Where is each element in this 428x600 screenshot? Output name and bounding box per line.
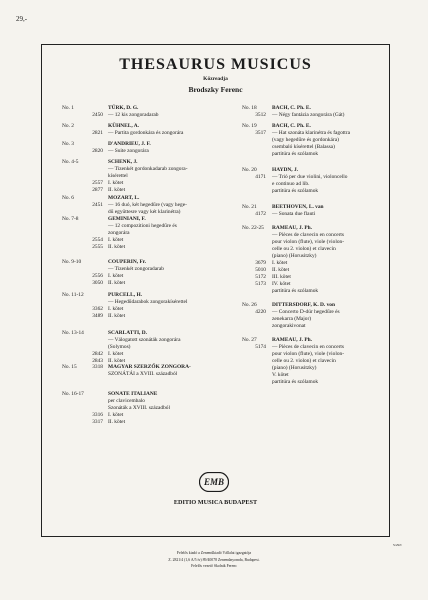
work-title: IV. kötet <box>272 281 291 287</box>
work-title: pour violon (flute), viole (violon- <box>272 239 345 245</box>
work-title: III. kötet <box>272 274 291 280</box>
catalogue-number: 3512 <box>255 112 266 118</box>
entry-number: No. 18 <box>242 105 257 111</box>
catalogue-number: 3316 <box>92 412 103 418</box>
series-title: THESAURUS MUSICUS <box>119 56 312 73</box>
catalogue-frame <box>41 44 390 537</box>
entry-line <box>62 237 222 244</box>
entry-number: No. 7-8 <box>62 216 79 222</box>
entry-number: No. 11-12 <box>62 292 84 298</box>
catalogue-number: 2451 <box>92 202 103 208</box>
entry-number: No. 15 <box>62 364 77 370</box>
catalogue-number: 2554 <box>92 237 103 243</box>
entry-line <box>62 230 222 237</box>
catalogue-number: 2450 <box>92 112 103 118</box>
catalogue-entry <box>242 204 384 218</box>
entry-line <box>242 365 384 372</box>
work-title: II. kötet <box>108 244 126 250</box>
catalogue-number: 3679 <box>255 260 266 266</box>
catalogue-entry <box>62 364 222 378</box>
entry-line <box>242 351 384 358</box>
entry-line <box>242 188 384 195</box>
entry-line <box>242 323 384 330</box>
work-title: — Hat szonáta klarinétra és fagottra <box>272 130 350 136</box>
catalogue-number: 3517 <box>255 130 266 136</box>
entry-line <box>242 358 384 365</box>
catalogue-entry <box>62 123 222 137</box>
entry-line <box>62 351 222 358</box>
entry-line <box>242 174 384 181</box>
work-title: celle ou 2. violon) et clavecin <box>272 358 336 364</box>
entry-line <box>62 273 222 280</box>
catalogue-number: 2843 <box>92 358 103 364</box>
entry-line <box>62 105 222 112</box>
work-title: zongorára <box>108 230 130 236</box>
work-title: SZONÁTÁI a XVIII. századból <box>108 371 178 377</box>
entry-line <box>242 316 384 323</box>
entry-line <box>62 412 222 419</box>
entry-line <box>62 280 222 287</box>
composer-name: MOZART, L. <box>108 195 140 201</box>
work-title: (piano) (Horusitzky) <box>272 365 317 371</box>
entry-line <box>62 159 222 166</box>
work-title: I. kötet <box>108 273 124 279</box>
work-title: partitúra és szólamok <box>272 379 319 385</box>
entry-number: No. 20 <box>242 167 257 173</box>
work-title: zenekarra (Major) <box>272 316 312 322</box>
entry-line <box>242 288 384 295</box>
composer-name: SONATE ITALIANE <box>108 391 158 397</box>
composer-name: BEETHOVEN, L. van <box>272 204 324 210</box>
entry-number: No. 19 <box>242 123 257 129</box>
work-title: — Sonata due flauti <box>272 211 316 217</box>
entry-number: No. 4-5 <box>62 159 79 165</box>
imprint-footer <box>0 550 428 570</box>
composer-name: PURCELL, H. <box>108 292 142 298</box>
catalogue-entry <box>62 105 222 119</box>
composer-name: BACH, C. Ph. E. <box>272 123 311 129</box>
entry-line <box>62 259 222 266</box>
catalogue-number: 5010 <box>255 267 266 273</box>
price-label: 29,- <box>16 15 28 23</box>
entry-line <box>62 180 222 187</box>
logo-text: EMB <box>203 477 225 488</box>
entry-line <box>242 302 384 309</box>
entry-number: No. 21 <box>242 204 257 210</box>
composer-name: D'ANDRIEU, J. F. <box>108 141 151 147</box>
entry-line <box>242 281 384 288</box>
entry-line <box>242 274 384 281</box>
entry-number: No. 9-10 <box>62 259 82 265</box>
entry-line <box>242 123 384 130</box>
work-title: II. kötet <box>108 358 126 364</box>
entry-line <box>242 372 384 379</box>
composer-name: KÜHNEL, A. <box>108 123 140 129</box>
work-title: zongorakivonat <box>272 323 306 329</box>
catalogue-entry <box>62 195 222 216</box>
entry-number: No. 16-17 <box>62 391 84 397</box>
work-title: — Pièces de clavecin en concerts <box>272 344 344 350</box>
entry-line <box>242 204 384 211</box>
entry-number: No. 6 <box>62 195 74 201</box>
work-title: — Tizenkét zongoradarab <box>108 266 164 272</box>
work-title: I. kötet <box>108 412 124 418</box>
work-title: II. kötet <box>108 419 126 425</box>
entry-line <box>242 239 384 246</box>
imprint-line: Felelős vezető Skolnik Ferenc <box>191 564 237 568</box>
work-title: — Válogatott szonáták zongorára <box>108 337 181 343</box>
editor-name: Brodszky Ferenc <box>188 85 243 94</box>
work-title: — Partita gordonkára és zongorára <box>108 130 184 136</box>
entry-line <box>242 211 384 218</box>
entry-line <box>62 166 222 173</box>
entry-number: No. 22-25 <box>242 225 264 231</box>
catalogue-entry <box>242 225 384 295</box>
catalogue-number: 3317 <box>92 419 103 425</box>
work-title: I. kötet <box>272 260 288 266</box>
catalogue-number: 3050 <box>92 280 103 286</box>
entry-line <box>62 141 222 148</box>
catalogue-entry <box>242 167 384 195</box>
entry-number: No. 2 <box>62 123 74 129</box>
entry-number: No. 3 <box>62 141 74 147</box>
catalogue-entry <box>62 259 222 287</box>
work-title: — Trió per due violini, violoncello <box>272 174 348 180</box>
entry-line <box>242 379 384 386</box>
entry-line <box>62 419 222 426</box>
catalogue-number: 5172 <box>255 274 266 280</box>
catalogue-entry <box>242 302 384 330</box>
entry-line <box>242 130 384 137</box>
entry-line <box>62 266 222 273</box>
composer-name: BACH, C. Ph. E. <box>272 105 311 111</box>
entry-line <box>62 344 222 351</box>
entry-line <box>242 151 384 158</box>
entry-line <box>62 292 222 299</box>
entry-number: No. 1 <box>62 105 74 111</box>
work-title: (piano) (Horusitzky) <box>272 253 317 259</box>
work-title: celle ou 2. violon) et clavecin <box>272 246 336 252</box>
catalogue-entry <box>242 105 384 119</box>
entry-line <box>62 202 222 209</box>
entry-line <box>62 330 222 337</box>
work-title: — Négy fantázia zongorára (Gát) <box>272 112 345 118</box>
catalogue-number: 3318 <box>92 364 103 370</box>
work-title: II. kötet <box>108 280 126 286</box>
catalogue-number: 5174 <box>255 344 266 350</box>
work-title: per clavicembalo <box>108 398 145 404</box>
entry-line <box>62 187 222 194</box>
entry-line <box>62 130 222 137</box>
entry-line <box>242 309 384 316</box>
work-title: partitúra és szólamok <box>272 288 319 294</box>
composer-name: HAYDN, J. <box>272 167 299 173</box>
composer-name: SCARLATTI, D. <box>108 330 147 336</box>
catalogue-number: 2555 <box>92 244 103 250</box>
entry-line <box>242 344 384 351</box>
entry-line <box>62 306 222 313</box>
composer-name: MAGYAR SZERZŐK ZONGORA- <box>108 364 191 370</box>
entry-line <box>62 244 222 251</box>
work-title: V. kötet <box>272 372 289 378</box>
catalogue-number: 4172 <box>255 211 266 217</box>
entry-line <box>62 173 222 180</box>
entry-line <box>62 299 222 306</box>
entry-line <box>242 137 384 144</box>
entry-line <box>62 405 222 412</box>
work-title: kísérettel <box>108 173 128 179</box>
entry-line <box>242 260 384 267</box>
print-code: S/29/I <box>393 543 402 547</box>
catalogue-entry <box>62 216 222 251</box>
entry-line <box>242 225 384 232</box>
entry-line <box>242 181 384 188</box>
entry-line <box>242 112 384 119</box>
entry-line <box>242 267 384 274</box>
catalogue-entry <box>62 330 222 365</box>
entry-line <box>242 246 384 253</box>
composer-name: SCHENK, J. <box>108 159 138 165</box>
catalogue-entry <box>62 159 222 194</box>
work-title: pour violon (flute), viole (violon- <box>272 351 345 357</box>
publisher-name: EDITIO MUSICA BUDAPEST <box>173 499 258 506</box>
work-title: II. kötet <box>108 313 126 319</box>
work-title: Szonáták a XVIII. századból <box>108 405 170 411</box>
emb-logo-icon <box>199 472 229 492</box>
catalogue-number: 4220 <box>255 309 266 315</box>
entry-line <box>62 391 222 398</box>
work-title: — 12 kis zongoradarab <box>108 112 159 118</box>
work-title: e continuo ad lib. <box>272 181 310 187</box>
catalogue-entry <box>62 391 222 426</box>
catalogue-number: 3362 <box>92 306 103 312</box>
work-title: I. kötet <box>108 237 124 243</box>
work-title: (vagy hegedűre és gordonkára) <box>272 137 339 143</box>
editor-label: Közreadja <box>203 76 228 82</box>
catalogue-number: 5173 <box>255 281 266 287</box>
composer-name: COUPERIN, Fr. <box>108 259 146 265</box>
work-title: I. kötet <box>108 306 124 312</box>
composer-name: DITTERSDORF, K. D. von <box>272 302 336 308</box>
entry-line <box>62 313 222 320</box>
entry-line <box>62 216 222 223</box>
catalogue-entry <box>62 141 222 155</box>
imprint-line: Felelős kiadó a Zeneműkiadó Vállalat igazgatója <box>176 551 252 555</box>
entry-line <box>62 148 222 155</box>
entry-line <box>62 209 222 216</box>
entry-line <box>62 337 222 344</box>
work-title: — Tizenkét gordonkadarab zongora- <box>108 166 188 172</box>
entry-number: No. 13-14 <box>62 330 84 336</box>
entry-line <box>242 167 384 174</box>
entry-line <box>62 123 222 130</box>
work-title: — Pièces de clavecin en concerts <box>272 232 344 238</box>
work-title: dű együttesre vagy két klarinétra) <box>108 209 181 215</box>
work-title: I. kötet <box>108 180 124 186</box>
entry-line <box>242 144 384 151</box>
entry-line <box>242 337 384 344</box>
entry-line <box>62 195 222 202</box>
catalogue-number: 2821 <box>92 130 103 136</box>
work-title: (Solymos) <box>108 344 131 350</box>
catalogue-number: 3489 <box>92 313 103 319</box>
work-title: I. kötet <box>108 351 124 357</box>
composer-name: TÜRK, D. G. <box>108 105 139 111</box>
work-title: II. kötet <box>108 187 126 193</box>
catalogue-number: 2842 <box>92 351 103 357</box>
entry-line <box>242 105 384 112</box>
work-title: — 12 compozitioni hegedűre és <box>108 223 177 229</box>
entry-line <box>62 223 222 230</box>
catalogue-entry <box>242 337 384 386</box>
catalogue-entry <box>62 292 222 320</box>
catalogue-number: 2877 <box>92 187 103 193</box>
entry-line <box>62 364 222 371</box>
catalogue-number: 4171 <box>255 174 266 180</box>
catalogue-number: 2557 <box>92 180 103 186</box>
work-title: — 16 duó, két hegedűre (vagy hege- <box>108 202 187 208</box>
work-title: csembaló kísérettel (Balassa) <box>272 144 335 150</box>
catalogue-entry <box>242 123 384 158</box>
composer-name: RAMEAU, J. Ph. <box>272 337 312 343</box>
composer-name: GEMINIANI, F. <box>108 216 146 222</box>
imprint-line: Z. 2821/4 (1,6 A/5 ív) 89/40078 Zeneműnyomda, Budapest. <box>168 557 260 562</box>
work-title: — Hegedűdarabok zongorakísérettel <box>108 299 188 305</box>
work-title: partitúra és szólamok <box>272 151 319 157</box>
entry-line <box>62 371 222 378</box>
entry-number: No. 27 <box>242 337 257 343</box>
entry-line <box>62 398 222 405</box>
entry-line <box>242 253 384 260</box>
work-title: — Suite zongorára <box>108 148 149 154</box>
work-title: partitúra és szólamok <box>272 188 319 194</box>
work-title: II. kötet <box>272 267 290 273</box>
entry-line <box>242 232 384 239</box>
entry-line <box>62 112 222 119</box>
catalogue-number: 2820 <box>92 148 103 154</box>
entry-number: No. 26 <box>242 302 257 308</box>
catalogue-number: 2556 <box>92 273 103 279</box>
work-title: — Concerto D-dúr hegedűre és <box>272 309 340 315</box>
composer-name: RAMEAU, J. Ph. <box>272 225 312 231</box>
